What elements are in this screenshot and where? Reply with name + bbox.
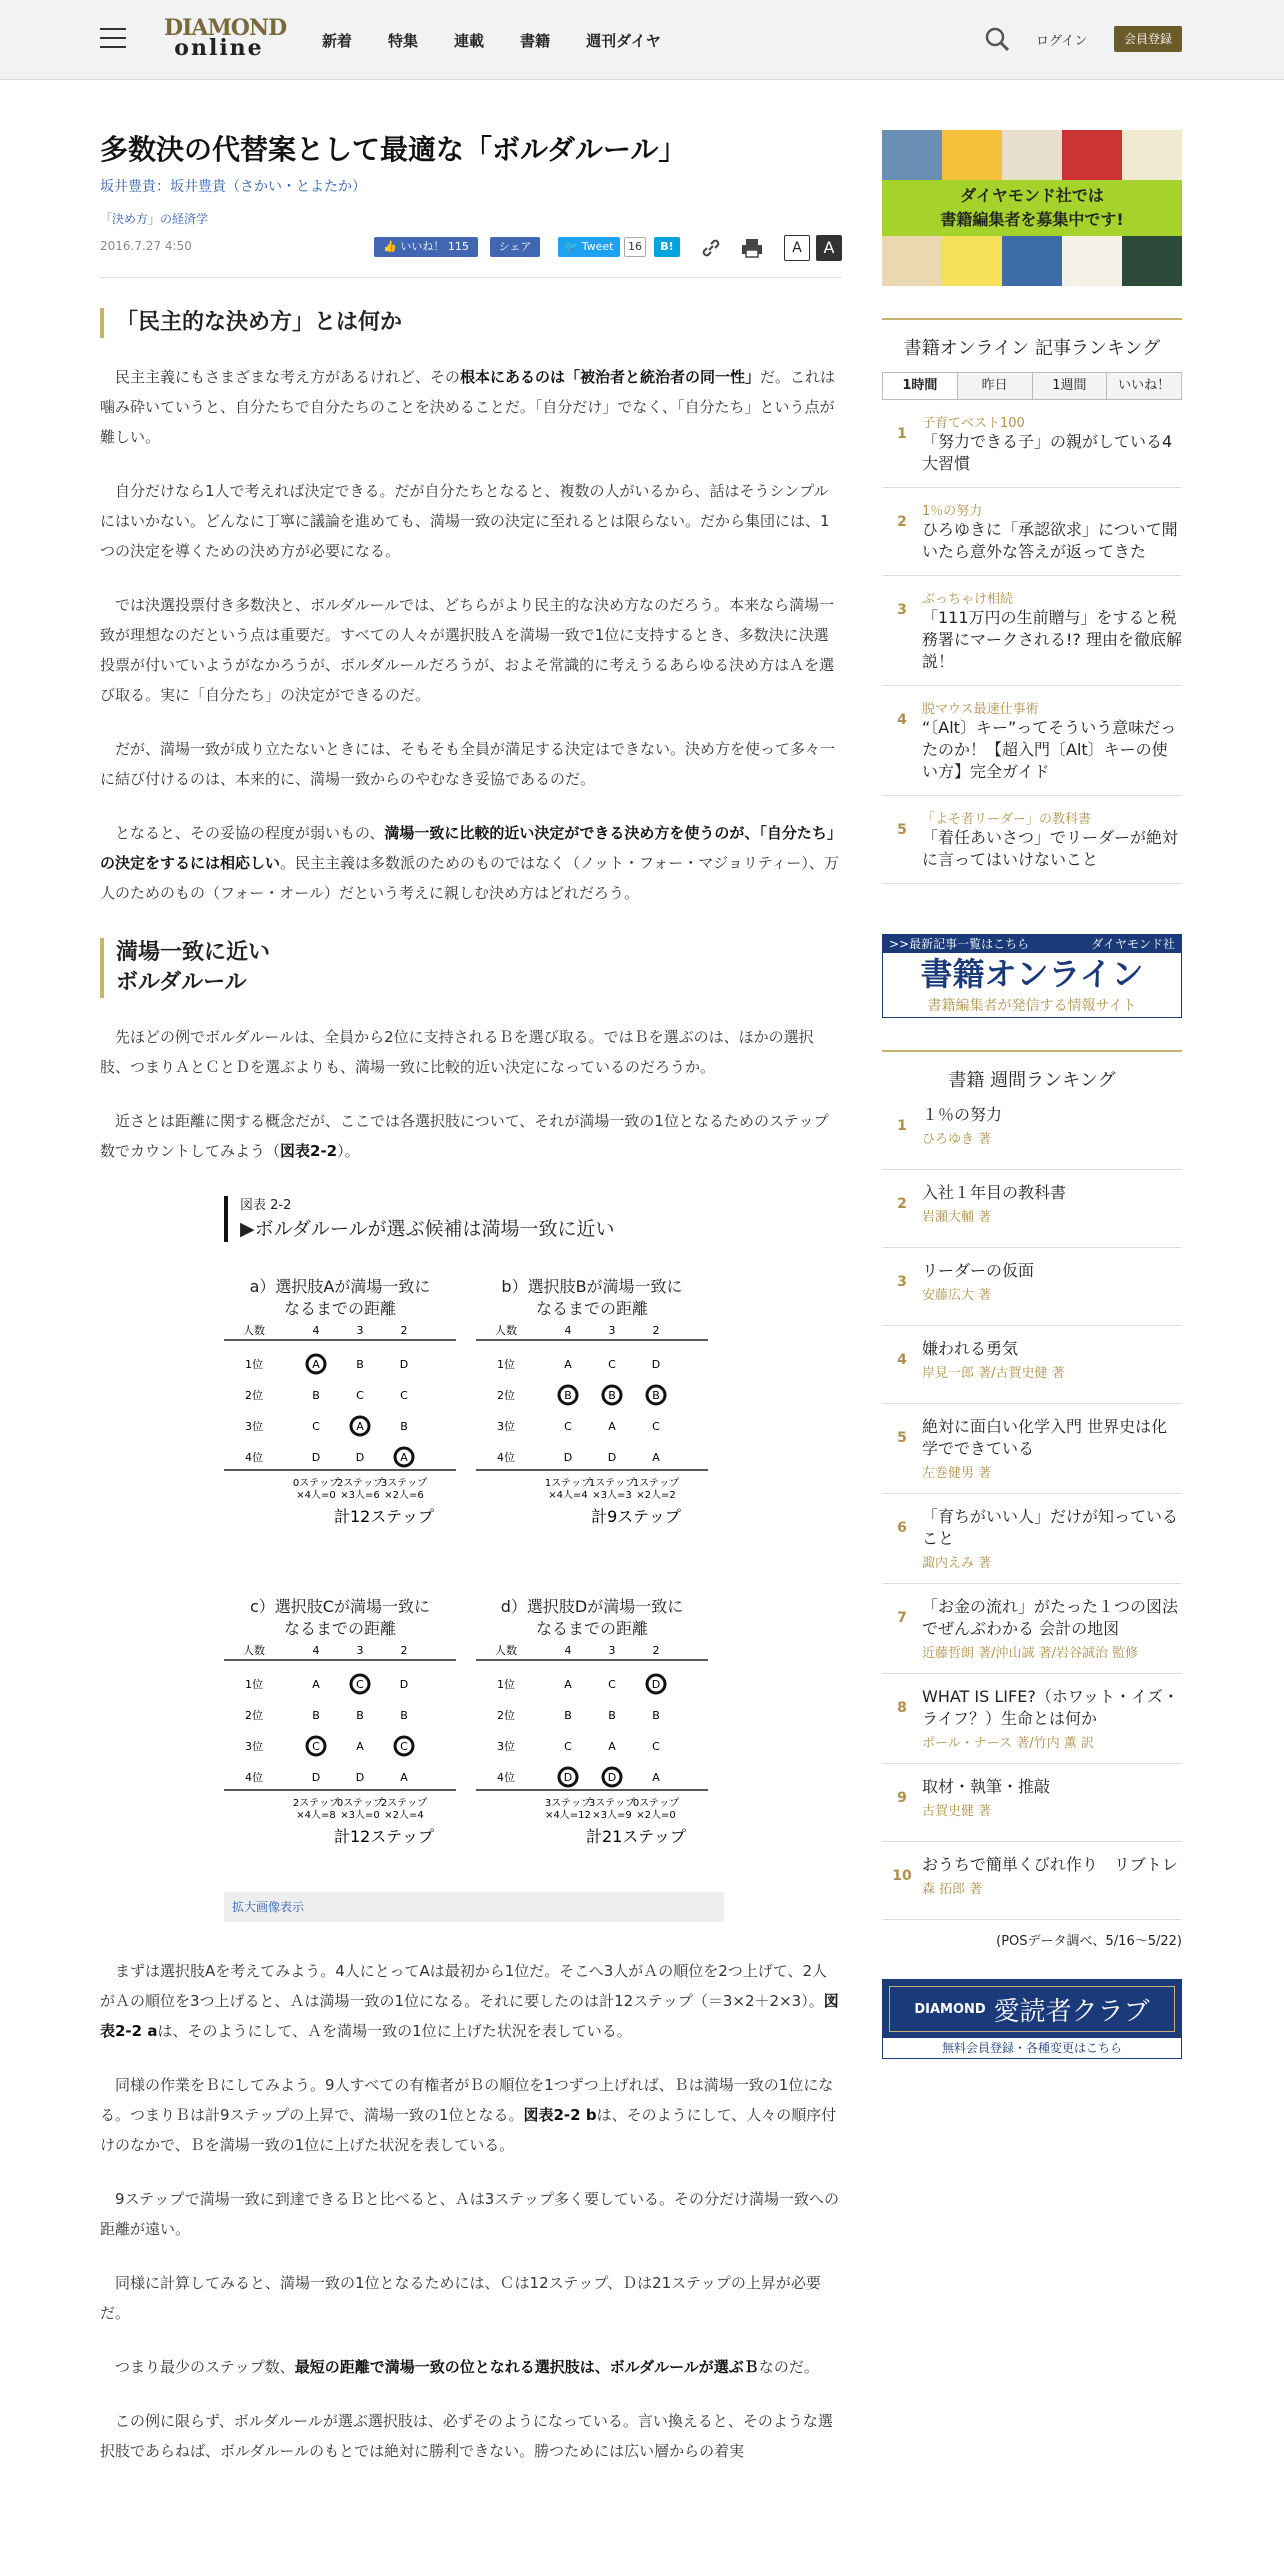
cell-value: D xyxy=(399,1678,409,1691)
like-label: いいね！ xyxy=(400,240,445,253)
book-title: 入社１年目の教科書 xyxy=(922,1183,1067,1202)
ranking-title: ひろゆきに「承認欲求」について聞いたら意外な答えが返ってきた xyxy=(922,520,1178,561)
step-count: ×3人=0 xyxy=(340,1810,380,1821)
rank-number: 6 xyxy=(897,1520,907,1536)
column-header: 4 xyxy=(564,1324,572,1337)
figure-panel xyxy=(224,1276,456,1533)
step-count: 1ステップ xyxy=(588,1478,636,1489)
book-title: 絶対に面白い化学入門 世界史は化学でできている xyxy=(922,1417,1168,1458)
cell-value: D xyxy=(651,1358,661,1371)
book-title: １％の努力 xyxy=(922,1105,1003,1124)
text: となると、その妥協の程度が弱いもの、 xyxy=(115,824,385,842)
cell-value: C xyxy=(652,1420,660,1433)
cell-value: A xyxy=(400,1451,408,1464)
cell-value: B xyxy=(652,1709,660,1722)
cell-value: C xyxy=(400,1389,408,1402)
book-ranking-item[interactable] xyxy=(882,1764,1182,1842)
ranking-title: 「111万円の生前贈与」をすると税務署にマークされる!? 理由を徹底解説！ xyxy=(922,608,1182,671)
tweet-label: Tweet xyxy=(581,240,614,253)
rank-number: 2 xyxy=(897,514,907,530)
paragraph xyxy=(100,2070,842,2160)
cell-value: D xyxy=(607,1451,617,1464)
cell-value: A xyxy=(652,1771,660,1784)
nav-weekly[interactable]: 週刊ダイヤ xyxy=(586,32,661,50)
cell-value: C xyxy=(312,1420,320,1433)
book-author: 安藤広大 著 xyxy=(922,1288,992,1303)
book-title: 「育ちがいい人」だけが知っていること xyxy=(922,1507,1179,1548)
banner-text xyxy=(882,180,1182,236)
article-meta xyxy=(100,233,842,273)
panel-title: b）選択肢Bが満場一致に xyxy=(501,1277,683,1296)
register-button[interactable]: 会員登録 xyxy=(1114,26,1182,52)
ranking-item[interactable] xyxy=(882,488,1182,576)
step-count: 3ステップ xyxy=(544,1798,592,1809)
login-link[interactable]: ログイン xyxy=(1036,34,1088,49)
step-count: ×3人=6 xyxy=(340,1490,380,1501)
column-header: 3 xyxy=(608,1324,616,1337)
text: は、そのようにして、人々の順序付けのなかで、Ｂを満場一致の1位に上げた状況を表している。 xyxy=(100,2106,837,2154)
paragraph xyxy=(100,1106,842,1166)
book-ranking-item[interactable] xyxy=(882,1326,1182,1404)
rank-number: 5 xyxy=(897,822,907,838)
book-ranking-item[interactable] xyxy=(882,1248,1182,1326)
cell-value: B xyxy=(564,1709,572,1722)
paragraph: 9ステップで満場一致に到達できるＢと比べると、Ａは3ステップ多く要している。その分だけ満場一致への距離が遠い。 xyxy=(100,2190,839,2238)
paragraph: では決選投票付き多数決と、ボルダルールでは、どちらがより民主的な決め方なのだろう。本来なら満場一致が理想なのだという点は重要だ。すべての人々が選択肢Ａを満場一致で1位に支持するとき、多数決に決選投票が付いていようがなかろうが、ボルダルールだろうが、およそ常識的に考えうるあらゆる決め方はＡを選び取る。実に「自分たち」の決定ができるのだ。 xyxy=(100,596,835,704)
banner-book-covers-bottom xyxy=(882,236,1182,286)
author-link[interactable]: 坂井豊貴：坂井豊貴（さかい・とよたか） xyxy=(100,179,366,195)
step-count: 1ステップ xyxy=(544,1478,592,1489)
figure-2-2 xyxy=(224,1196,724,1936)
cell-value: D xyxy=(607,1771,617,1784)
banner-subtitle: 書籍編集者が発信する情報サイト xyxy=(927,998,1137,1014)
row-header: 4位 xyxy=(497,1451,515,1464)
step-count: 1ステップ xyxy=(632,1478,680,1489)
step-count: ×4人=12 xyxy=(545,1810,591,1821)
row-header: 1位 xyxy=(497,1678,515,1691)
cell-value: A xyxy=(564,1678,572,1691)
nav-series[interactable]: 連載 xyxy=(454,32,485,50)
ranking-item[interactable] xyxy=(882,796,1182,884)
nav-new[interactable]: 新着 xyxy=(322,32,353,50)
cell-value: C xyxy=(312,1740,320,1753)
panel-total: 計12ステップ xyxy=(333,1827,435,1846)
ranking-table-diagram xyxy=(224,1640,456,1850)
text: ）。 xyxy=(337,1142,360,1160)
panel-total: 計12ステップ xyxy=(333,1507,435,1526)
cell-value: A xyxy=(356,1740,364,1753)
nav-feature[interactable]: 特集 xyxy=(388,32,419,50)
ranking-title: “〔Alt〕キー”ってそういう意味だったのか！【超入門〔Alt〕キーの使い方】完全ガイド xyxy=(922,718,1177,781)
row-header: 3位 xyxy=(245,1740,263,1753)
pos-data-note: (POSデータ調べ、5/16～5/22) xyxy=(996,1934,1182,1949)
menu-icon[interactable] xyxy=(100,28,126,48)
step-count: 0ステップ xyxy=(292,1478,340,1489)
book-author: 古賀史健 著 xyxy=(922,1804,992,1819)
club-brand: DIAMOND xyxy=(914,2001,986,2017)
column-header: 人数 xyxy=(495,1644,517,1657)
ranking-category: 1％の努力 xyxy=(922,504,983,519)
panel-subtitle: なるまでの距離 xyxy=(283,1299,396,1318)
cell-value: B xyxy=(312,1389,320,1402)
cell-value: D xyxy=(651,1678,661,1691)
cell-value: D xyxy=(355,1451,365,1464)
search-icon[interactable] xyxy=(984,26,1010,52)
cell-value: C xyxy=(356,1389,364,1402)
text: つまり最少のステップ数、 xyxy=(115,2358,295,2376)
ranking-tabs xyxy=(882,372,1182,400)
step-count: 0ステップ xyxy=(632,1798,680,1809)
tweet-button[interactable]: 🐦 Tweet xyxy=(558,237,620,257)
panel-subtitle: なるまでの距離 xyxy=(535,1299,648,1318)
book-ranking-item[interactable] xyxy=(882,1674,1182,1764)
book-author: 岸見一郎 著/古賀史健 著 xyxy=(922,1366,1065,1381)
row-header: 2位 xyxy=(497,1389,515,1402)
step-count: ×2人=4 xyxy=(384,1810,424,1821)
row-header: 2位 xyxy=(245,1709,263,1722)
tab-1hour[interactable]: 1時間 xyxy=(883,373,957,399)
row-header: 1位 xyxy=(245,1358,263,1371)
cell-value: B xyxy=(608,1389,616,1402)
book-author: 岩瀬大輔 著 xyxy=(922,1210,992,1225)
paragraph: 先ほどの例でボルダルールは、全員から2位に支持されるＢを選び取る。ではＢを選ぶのは、ほかの選択肢、つまりＡとＣとＤを選ぶよりも、満場一致に比較的近い決定になっているのだろうか。 xyxy=(100,1028,814,1076)
section-heading-1: 「民主的な決め方」とは何か xyxy=(100,308,842,338)
step-count: ×2人=0 xyxy=(636,1810,676,1821)
cell-value: C xyxy=(608,1358,616,1371)
book-title: 嫌われる勇気 xyxy=(922,1339,1019,1358)
column-header: 3 xyxy=(356,1644,364,1657)
facebook-share-button[interactable]: シェア xyxy=(490,237,540,257)
column-header: 2 xyxy=(652,1324,660,1337)
article-ranking-title: 書籍オンライン 記事ランキング xyxy=(882,318,1182,360)
row-header: 1位 xyxy=(245,1678,263,1691)
book-author: ひろゆき 著 xyxy=(922,1132,992,1147)
cell-value: C xyxy=(564,1420,572,1433)
cell-value: D xyxy=(311,1451,321,1464)
book-ranking-item[interactable] xyxy=(882,1494,1182,1584)
banner-book-covers-top xyxy=(882,130,1182,180)
rank-number: 2 xyxy=(897,1196,907,1212)
site-logo[interactable] xyxy=(164,15,287,61)
cell-value: D xyxy=(355,1771,365,1784)
article-ranking-list xyxy=(882,400,1182,884)
step-count: 0ステップ xyxy=(336,1798,384,1809)
banner-brand: ダイヤモンド社 xyxy=(1091,937,1175,951)
cell-value: C xyxy=(608,1678,616,1691)
cell-value: B xyxy=(312,1709,320,1722)
step-count: ×4人=0 xyxy=(296,1490,336,1501)
weekly-ranking-title: 書籍 週間ランキング xyxy=(882,1050,1182,1092)
figure-caption xyxy=(224,1196,724,1242)
column-header: 人数 xyxy=(243,1644,265,1657)
book-title: 「お金の流れ」がたった１つの図法でぜんぶわかる 会計の地図 xyxy=(922,1597,1179,1638)
row-header: 3位 xyxy=(497,1420,515,1433)
ranking-item[interactable] xyxy=(882,400,1182,488)
hatena-button[interactable]: B! xyxy=(654,237,680,257)
ranking-title: 「着任あいさつ」でリーダーが絶対に言ってはいけないこと xyxy=(922,828,1179,869)
tab-likes[interactable]: いいね！ xyxy=(1106,373,1181,399)
tab-1week[interactable]: 1週間 xyxy=(1032,373,1107,399)
cell-value: A xyxy=(652,1451,660,1464)
rank-number: 5 xyxy=(897,1430,907,1446)
paragraph: 同様に計算してみると、満場一致の1位となるためには、Ｃは12ステップ、Ｄは21ステップの上昇が必要だ。 xyxy=(100,2274,821,2322)
panel-total: 計9ステップ xyxy=(591,1507,681,1526)
rank-number: 7 xyxy=(897,1610,907,1626)
enlarge-image-link[interactable]: 拡大画像表示 xyxy=(224,1892,724,1922)
club-subtitle: 無料会員登録・各種変更はこちら xyxy=(883,2038,1181,2058)
figure-panel xyxy=(476,1276,708,1533)
step-count: 2ステップ xyxy=(380,1798,428,1809)
ranking-category: 脱マウス最速仕事術 xyxy=(922,702,1039,717)
rank-number: 1 xyxy=(897,426,907,442)
reader-club-banner[interactable] xyxy=(882,1979,1182,2059)
banner-title: 書籍オンライン xyxy=(920,955,1144,993)
step-count: ×3人=9 xyxy=(592,1810,632,1821)
rank-number: 1 xyxy=(897,1118,907,1134)
column-header: 2 xyxy=(400,1644,408,1657)
bold-text: 満場一致に比較的近い決定ができる決め方を使うのが、「自分たち」の決定をするには相応しい xyxy=(100,824,842,872)
cell-value: D xyxy=(563,1771,573,1784)
main-nav xyxy=(322,30,661,51)
rank-number: 8 xyxy=(897,1700,907,1716)
cell-value: B xyxy=(608,1709,616,1722)
row-header: 3位 xyxy=(497,1740,515,1753)
link-icon[interactable] xyxy=(700,237,722,259)
logo-line2: online xyxy=(174,35,264,61)
book-title: おうちで簡単くびれ作り リブトレ xyxy=(922,1855,1178,1874)
cell-value: A xyxy=(312,1678,320,1691)
cell-value: D xyxy=(399,1358,409,1371)
text: 同様の作業をＢにしてみよう。9人すべての有権者がＢの順位を1つずつ上げれば、Ｂは満場一致の1位になる。つまりＢは計9ステップの上昇で、満場一致の1位となる。 xyxy=(100,2076,834,2124)
ranking-item[interactable] xyxy=(882,686,1182,796)
facebook-like-button[interactable]: 👍 いいね！ 115 xyxy=(374,237,478,257)
step-count: ×2人=2 xyxy=(636,1490,676,1501)
cell-value: D xyxy=(563,1451,573,1464)
rank-number: 3 xyxy=(897,602,907,618)
rank-number: 9 xyxy=(897,1790,907,1806)
cell-value: D xyxy=(311,1771,321,1784)
ranking-item[interactable] xyxy=(882,576,1182,686)
figure-title: ▶ボルダルールが選ぶ候補は満場一致に近い xyxy=(240,1218,615,1240)
tab-yesterday[interactable]: 昨日 xyxy=(957,373,1032,399)
text: は、そのようにして、Ａを満場一致の1位に上げた状況を表している。 xyxy=(157,2022,632,2040)
cell-value: A xyxy=(400,1771,408,1784)
cell-value: B xyxy=(356,1358,364,1371)
panel-total: 計21ステップ xyxy=(585,1827,687,1846)
paragraph: だが、満場一致が成り立たないときには、そもそも全員が満足する決定はできない。決め方を使って多々一に結び付けるのは、本来的に、満場一致からのやむなき妥協であるのだ。 xyxy=(100,740,836,788)
book-author: 諏内えみ 著 xyxy=(922,1556,992,1571)
step-count: 3ステップ xyxy=(380,1478,428,1489)
book-ranking-item[interactable] xyxy=(882,1092,1182,1170)
cell-value: B xyxy=(652,1389,660,1402)
book-title: WHAT IS LIFE?（ホワット・イズ・ライフ？）生命とは何か xyxy=(922,1687,1179,1728)
book-ranking-item[interactable] xyxy=(882,1584,1182,1674)
row-header: 2位 xyxy=(245,1389,263,1402)
club-title: 愛読者クラブ xyxy=(993,1996,1150,2027)
step-count: 2ステップ xyxy=(292,1798,340,1809)
column-header: 4 xyxy=(312,1324,320,1337)
text: まずは選択肢Aを考えてみよう。4人にとってAは最初から1位だ。そこへ3人がＡの順位を2つ上げて、2人がＡの順位を3つ上げると、Ａは満場一致の1位になる。それに要したのは計12ステップ（＝3×2＋2×3）。 xyxy=(100,1962,828,2010)
rank-number: 4 xyxy=(897,1352,907,1368)
cell-value: A xyxy=(608,1420,616,1433)
font-small-button[interactable]: A xyxy=(784,235,810,261)
paragraph xyxy=(100,818,842,908)
book-author: 森 拓郎 著 xyxy=(922,1882,983,1897)
cell-value: B xyxy=(356,1709,364,1722)
row-header: 1位 xyxy=(497,1358,515,1371)
paragraph: 自分だけなら1人で考えれば決定できる。だが自分たちとなると、複数の人がいるから、話はそうシンプルにはいかない。どんなに丁寧に議論を進めても、満場一致の決定に至れるとは限らない。だから集団には、1つの決定を導くための決め方が必要になる。 xyxy=(100,482,830,560)
figure-label: 図表 2-2 xyxy=(240,1198,292,1213)
rank-number: 10 xyxy=(892,1868,912,1884)
font-large-button[interactable]: A xyxy=(816,235,842,261)
rank-number: 3 xyxy=(897,1274,907,1290)
text: なのだ。 xyxy=(758,2358,819,2376)
section-heading-2 xyxy=(100,938,842,998)
ranking-table-diagram xyxy=(224,1320,456,1530)
text: 民主主義にもさまざまな考え方があるけれど、その xyxy=(115,368,461,386)
column-header: 人数 xyxy=(243,1324,265,1337)
paragraph xyxy=(100,1956,842,2046)
text: 。民主主義は多数派のためのものではなく（ノット・フォー・マジョリティー）、万人のためのもの（フォー・オール）だという考えに親しむ決め方はどれだろう。 xyxy=(100,854,839,902)
step-count: ×4人=8 xyxy=(296,1810,336,1821)
text: だ。これは噛み砕いていうと、自分たちで自分たちのことを決めることだ。「自分だけ」でなく、「自分たち」という点が難しい。 xyxy=(100,368,836,446)
column-header: 4 xyxy=(312,1644,320,1657)
book-title: リーダーの仮面 xyxy=(922,1261,1035,1280)
article xyxy=(100,130,842,2490)
book-editor-recruit-banner[interactable] xyxy=(882,130,1182,286)
step-count: 3ステップ xyxy=(588,1798,636,1809)
cell-value: C xyxy=(652,1740,660,1753)
print-icon[interactable] xyxy=(740,237,764,259)
cell-value: A xyxy=(312,1358,320,1371)
tweet-count: 16 xyxy=(624,237,646,257)
text: 近さとは距離に関する概念だが、ここでは各選択肢について、それが満場一致の1位となるためのステップ数でカウントしてみよう（ xyxy=(100,1112,829,1160)
bold-text: 図表2-2 xyxy=(280,1142,338,1160)
figure-panel xyxy=(476,1596,708,1853)
panel-title: d）選択肢Dが満場一致に xyxy=(500,1597,684,1616)
column-header: 4 xyxy=(564,1644,572,1657)
ranking-category: 「よそ者リーダー」の教科書 xyxy=(922,812,1092,827)
article-title: 多数決の代替案として最適な「ボルダルール」 xyxy=(100,133,687,166)
cell-value: A xyxy=(608,1740,616,1753)
step-count: ×4人=4 xyxy=(548,1490,588,1501)
panel-title: c）選択肢Cが満場一致に xyxy=(250,1597,430,1616)
column-header: 3 xyxy=(608,1644,616,1657)
book-ranking-item[interactable] xyxy=(882,1404,1182,1494)
divider xyxy=(100,277,842,278)
step-count: ×3人=3 xyxy=(592,1490,632,1501)
publish-date: 2016.7.27 4:50 xyxy=(100,239,192,253)
column-header: 2 xyxy=(652,1644,660,1657)
ranking-table-diagram xyxy=(476,1640,708,1850)
ranking-table-diagram xyxy=(476,1320,708,1530)
cell-value: B xyxy=(400,1709,408,1722)
column-header: 3 xyxy=(356,1324,364,1337)
book-ranking-item[interactable] xyxy=(882,1842,1182,1920)
bold-text: 根本にあるのは「被治者と統治者の同一性」 xyxy=(460,368,761,386)
ranking-title: 「努力できる子」の親がしている4大習慣 xyxy=(922,432,1173,473)
heading-line: ボルダルール xyxy=(116,970,247,995)
row-header: 4位 xyxy=(245,1451,263,1464)
row-header: 4位 xyxy=(497,1771,515,1784)
bold-text: 最短の距離で満場一致の位となれる選択肢は、ボルダルールが選ぶＢ xyxy=(294,2358,759,2376)
row-header: 4位 xyxy=(245,1771,263,1784)
panel-subtitle: なるまでの距離 xyxy=(535,1619,648,1638)
cell-value: A xyxy=(564,1358,572,1371)
books-online-banner[interactable] xyxy=(882,934,1182,1018)
series-link[interactable]: 「決め方」の経済学 xyxy=(100,212,209,226)
book-author: 左巻健男 著 xyxy=(922,1466,992,1481)
banner-line1: ダイヤモンド社では xyxy=(960,186,1104,205)
heading-line: 満場一致に近い xyxy=(116,940,271,965)
ranking-category: 子育てベスト100 xyxy=(922,416,1025,431)
sidebar xyxy=(882,130,1182,2059)
cell-value: C xyxy=(400,1740,408,1753)
weekly-ranking-list xyxy=(882,1092,1182,1920)
step-count: 2ステップ xyxy=(336,1478,384,1489)
paragraph xyxy=(100,362,842,452)
book-author: 近藤哲朗 著/沖山誠 著/岩谷誠治 監修 xyxy=(922,1646,1139,1661)
like-count: 115 xyxy=(447,240,469,253)
book-author: ポール・ナース 著/竹内 薫 訳 xyxy=(922,1736,1094,1751)
row-header: 2位 xyxy=(497,1709,515,1722)
cell-value: C xyxy=(356,1678,364,1691)
cell-value: B xyxy=(400,1420,408,1433)
cell-value: A xyxy=(356,1420,364,1433)
cell-value: C xyxy=(564,1740,572,1753)
panel-subtitle: なるまでの距離 xyxy=(283,1619,396,1638)
site-header xyxy=(0,0,1284,80)
figure-panel xyxy=(224,1596,456,1853)
rank-number: 4 xyxy=(897,712,907,728)
paragraph: この例に限らず、ボルダルールが選ぶ選択肢は、必ずそのようになっている。言い換えると、そのような選択肢であらねば、ボルダルールのもとでは絶対に勝利できない。勝つためには広い層からの着実 xyxy=(100,2412,833,2460)
ranking-category: ぶっちゃけ相続 xyxy=(922,592,1014,607)
cell-value: B xyxy=(564,1389,572,1402)
bold-text: 図表2-2 b xyxy=(523,2106,597,2124)
panel-title: a）選択肢Aが満場一致に xyxy=(249,1277,431,1296)
logo-line1: DIAMOND xyxy=(164,15,287,41)
row-header: 3位 xyxy=(245,1420,263,1433)
book-title: 取材・執筆・推敲 xyxy=(922,1777,1051,1796)
paragraph xyxy=(100,2352,842,2382)
book-ranking-item[interactable] xyxy=(882,1170,1182,1248)
bold-text: 図表2-2 a xyxy=(100,1992,839,2040)
banner-line2: 書籍編集者を募集中です! xyxy=(940,210,1124,229)
column-header: 人数 xyxy=(495,1324,517,1337)
step-count: ×2人=6 xyxy=(384,1490,424,1501)
banner-latest-link: >>最新記事一覧はこちら xyxy=(889,937,1030,951)
nav-books[interactable]: 書籍 xyxy=(520,32,551,50)
column-header: 2 xyxy=(400,1324,408,1337)
